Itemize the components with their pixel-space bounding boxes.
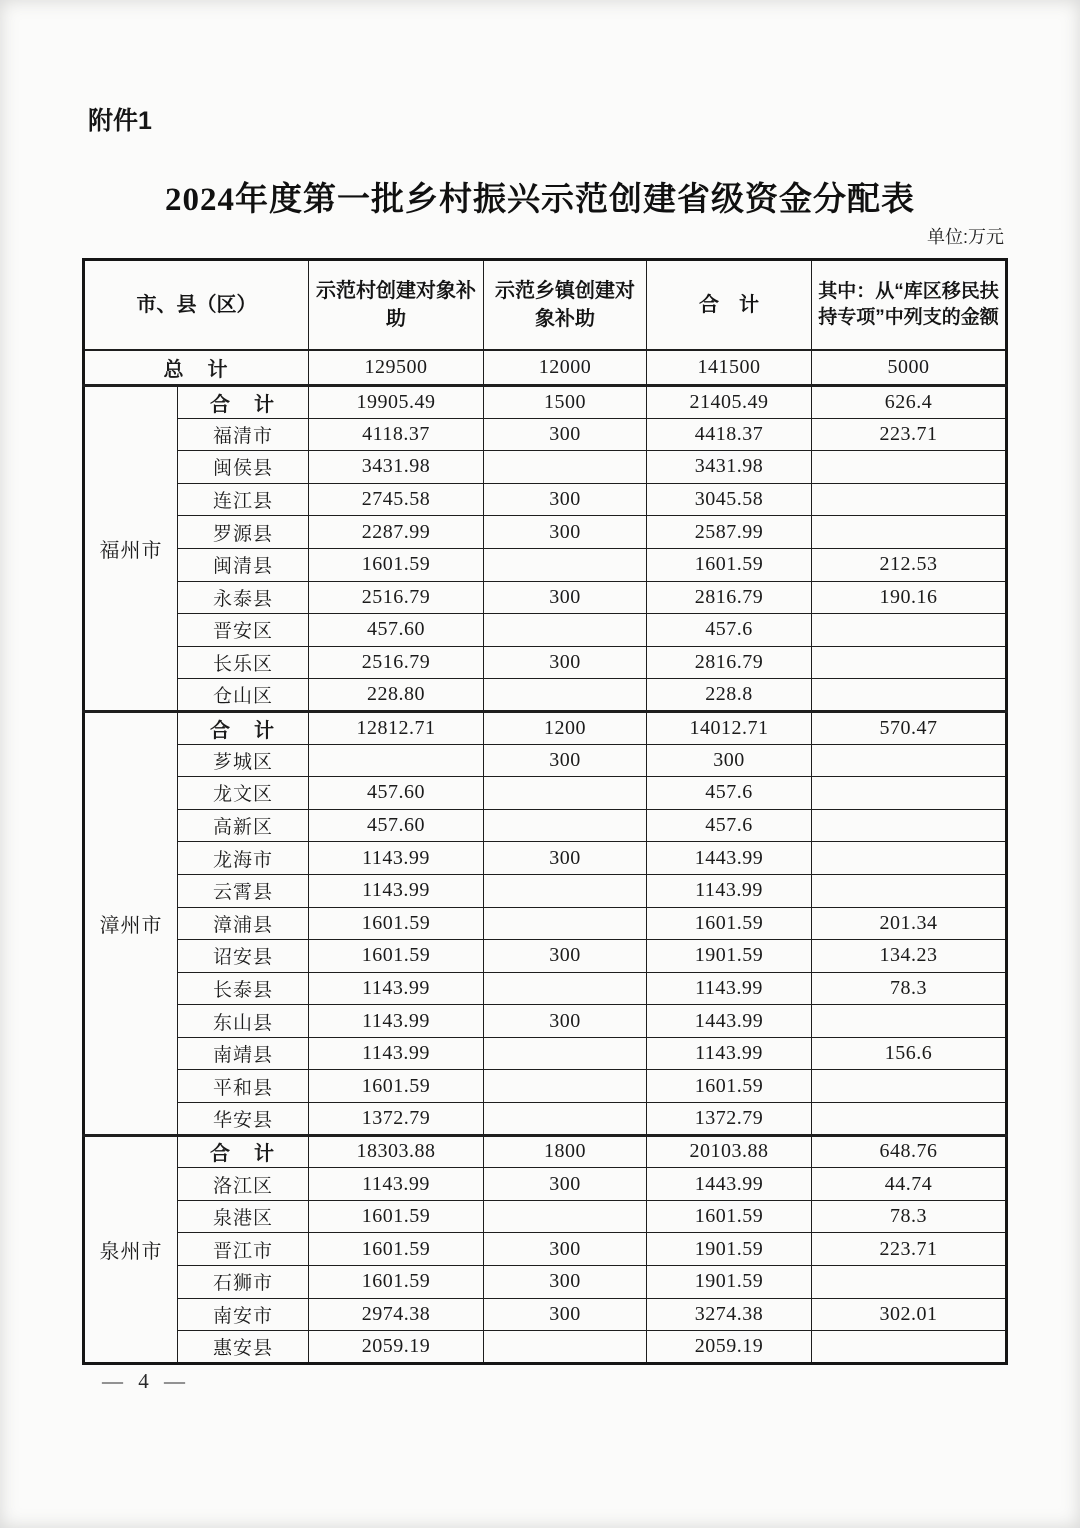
value-cell: 1143.99 [309, 972, 484, 1005]
value-cell: 1143.99 [647, 874, 812, 907]
value-cell [484, 874, 647, 907]
value-cell [812, 679, 1007, 712]
value-cell: 228.80 [309, 679, 484, 712]
value-cell: 4418.37 [647, 418, 812, 451]
value-cell: 1601.59 [309, 1233, 484, 1266]
county-row [84, 1103, 1007, 1136]
value-cell: 2516.79 [309, 581, 484, 614]
subtotal-label: 合 计 [178, 711, 309, 744]
county-label: 泉港区 [178, 1200, 309, 1233]
city-cell: 漳州市 [84, 711, 178, 1135]
value-cell: 300 [484, 744, 647, 777]
value-cell: 300 [484, 516, 647, 549]
value-cell: 457.6 [647, 809, 812, 842]
header-village-subsidy: 示范村创建对象补助 [309, 260, 484, 350]
value-cell: 300 [647, 744, 812, 777]
value-cell: 1143.99 [309, 1005, 484, 1038]
value-cell [812, 646, 1007, 679]
value-cell: 3274.38 [647, 1298, 812, 1331]
value-cell: 1601.59 [309, 940, 484, 973]
value-cell: 201.34 [812, 907, 1007, 940]
county-label: 平和县 [178, 1070, 309, 1103]
county-label: 洛江区 [178, 1168, 309, 1201]
county-label: 诏安县 [178, 940, 309, 973]
value-cell: 1601.59 [647, 1200, 812, 1233]
value-cell: 570.47 [812, 711, 1007, 744]
value-cell: 1601.59 [647, 548, 812, 581]
value-cell [812, 1005, 1007, 1038]
value-cell: 2059.19 [647, 1331, 812, 1364]
value-cell: 300 [484, 418, 647, 451]
value-cell [484, 1103, 647, 1136]
attachment-label: 附件1 [88, 107, 152, 135]
county-label: 高新区 [178, 809, 309, 842]
value-cell: 300 [484, 646, 647, 679]
value-cell: 457.60 [309, 614, 484, 647]
header-township-subsidy: 示范乡镇创建对象补助 [484, 260, 647, 350]
county-row [84, 581, 1007, 614]
grand-total-label: 总 计 [84, 350, 309, 386]
county-row [84, 777, 1007, 810]
county-row [84, 614, 1007, 647]
value-cell: 1443.99 [647, 1005, 812, 1038]
county-row [84, 1168, 1007, 1201]
value-cell: 3431.98 [647, 451, 812, 484]
county-row [84, 1005, 1007, 1038]
value-cell [812, 809, 1007, 842]
county-label: 南安市 [178, 1298, 309, 1331]
county-label: 龙文区 [178, 777, 309, 810]
value-cell: 1443.99 [647, 842, 812, 875]
value-cell [309, 744, 484, 777]
county-label: 漳浦县 [178, 907, 309, 940]
county-label: 晋安区 [178, 614, 309, 647]
value-cell [484, 972, 647, 1005]
county-label: 云霄县 [178, 874, 309, 907]
value-cell: 300 [484, 842, 647, 875]
city-cell: 泉州市 [84, 1135, 178, 1363]
value-cell: 1372.79 [309, 1103, 484, 1136]
grand-total-value: 129500 [309, 350, 484, 386]
county-row [84, 1298, 1007, 1331]
table-body [84, 350, 1007, 1364]
county-label: 闽侯县 [178, 451, 309, 484]
value-cell: 1143.99 [309, 1037, 484, 1070]
value-cell: 2816.79 [647, 646, 812, 679]
value-cell: 78.3 [812, 1200, 1007, 1233]
value-cell: 1601.59 [309, 907, 484, 940]
value-cell: 228.8 [647, 679, 812, 712]
value-cell: 44.74 [812, 1168, 1007, 1201]
value-cell: 2287.99 [309, 516, 484, 549]
value-cell: 300 [484, 581, 647, 614]
value-cell [484, 907, 647, 940]
county-label: 罗源县 [178, 516, 309, 549]
county-row [84, 1200, 1007, 1233]
value-cell: 626.4 [812, 386, 1007, 419]
value-cell [484, 1070, 647, 1103]
county-label: 长乐区 [178, 646, 309, 679]
county-label: 福清市 [178, 418, 309, 451]
county-label: 龙海市 [178, 842, 309, 875]
value-cell: 1500 [484, 386, 647, 419]
county-label: 南靖县 [178, 1037, 309, 1070]
county-row [84, 907, 1007, 940]
value-cell [484, 1200, 647, 1233]
value-cell: 3431.98 [309, 451, 484, 484]
value-cell [484, 777, 647, 810]
value-cell [484, 451, 647, 484]
value-cell: 1200 [484, 711, 647, 744]
value-cell: 1443.99 [647, 1168, 812, 1201]
county-label: 芗城区 [178, 744, 309, 777]
county-label: 石狮市 [178, 1266, 309, 1299]
value-cell: 4118.37 [309, 418, 484, 451]
county-row [84, 679, 1007, 712]
value-cell: 1372.79 [647, 1103, 812, 1136]
value-cell: 1143.99 [647, 1037, 812, 1070]
value-cell: 1143.99 [647, 972, 812, 1005]
grand-total-value: 5000 [812, 350, 1007, 386]
header-row [84, 260, 1007, 350]
value-cell: 300 [484, 1266, 647, 1299]
value-cell: 2816.79 [647, 581, 812, 614]
value-cell [812, 451, 1007, 484]
value-cell [484, 809, 647, 842]
value-cell: 19905.49 [309, 386, 484, 419]
value-cell: 1143.99 [309, 874, 484, 907]
value-cell [812, 1070, 1007, 1103]
city-cell: 福州市 [84, 386, 178, 712]
value-cell: 21405.49 [647, 386, 812, 419]
table-header [84, 260, 1007, 350]
group-subtotal-row [84, 711, 1007, 744]
county-row [84, 646, 1007, 679]
county-row [84, 418, 1007, 451]
value-cell: 1601.59 [309, 1200, 484, 1233]
group-subtotal-row [84, 1135, 1007, 1168]
value-cell: 14012.71 [647, 711, 812, 744]
subtotal-label: 合 计 [178, 386, 309, 419]
allocation-table [82, 258, 1008, 1365]
county-row [84, 1037, 1007, 1070]
county-label: 晋江市 [178, 1233, 309, 1266]
county-row [84, 874, 1007, 907]
value-cell: 1143.99 [309, 842, 484, 875]
value-cell [812, 1103, 1007, 1136]
county-row [84, 1233, 1007, 1266]
value-cell [812, 777, 1007, 810]
county-row [84, 548, 1007, 581]
page-number: — 4 — [102, 1369, 190, 1393]
value-cell: 300 [484, 1233, 647, 1266]
value-cell: 78.3 [812, 972, 1007, 1005]
value-cell: 300 [484, 1168, 647, 1201]
county-row [84, 940, 1007, 973]
group-subtotal-row [84, 386, 1007, 419]
county-row [84, 483, 1007, 516]
county-row [84, 1070, 1007, 1103]
value-cell: 223.71 [812, 418, 1007, 451]
subtotal-label: 合 计 [178, 1135, 309, 1168]
value-cell: 2745.58 [309, 483, 484, 516]
county-label: 连江县 [178, 483, 309, 516]
value-cell: 223.71 [812, 1233, 1007, 1266]
header-total: 合 计 [647, 260, 812, 350]
value-cell: 12812.71 [309, 711, 484, 744]
county-label: 永泰县 [178, 581, 309, 614]
value-cell [484, 548, 647, 581]
value-cell: 1800 [484, 1135, 647, 1168]
county-label: 东山县 [178, 1005, 309, 1038]
value-cell [812, 874, 1007, 907]
county-row [84, 809, 1007, 842]
document-title: 2024年度第一批乡村振兴示范创建省级资金分配表 [165, 182, 915, 219]
allocation-table-container [82, 258, 1008, 1365]
value-cell: 2974.38 [309, 1298, 484, 1331]
county-label: 长泰县 [178, 972, 309, 1005]
value-cell: 1601.59 [309, 1266, 484, 1299]
county-label: 仓山区 [178, 679, 309, 712]
value-cell: 2587.99 [647, 516, 812, 549]
value-cell [812, 744, 1007, 777]
value-cell: 457.6 [647, 777, 812, 810]
value-cell: 300 [484, 940, 647, 973]
grand-total-row [84, 350, 1007, 386]
value-cell: 302.01 [812, 1298, 1007, 1331]
value-cell: 2516.79 [309, 646, 484, 679]
value-cell: 457.6 [647, 614, 812, 647]
value-cell [812, 1331, 1007, 1364]
value-cell: 18303.88 [309, 1135, 484, 1168]
grand-total-value: 12000 [484, 350, 647, 386]
county-row [84, 516, 1007, 549]
unit-label: 单位:万元 [926, 227, 1004, 247]
value-cell [812, 614, 1007, 647]
value-cell [812, 516, 1007, 549]
county-row [84, 451, 1007, 484]
value-cell: 156.6 [812, 1037, 1007, 1070]
value-cell: 20103.88 [647, 1135, 812, 1168]
value-cell [484, 1037, 647, 1070]
value-cell: 1601.59 [309, 1070, 484, 1103]
value-cell [484, 1331, 647, 1364]
county-row [84, 744, 1007, 777]
value-cell: 212.53 [812, 548, 1007, 581]
county-row [84, 1331, 1007, 1364]
value-cell: 3045.58 [647, 483, 812, 516]
value-cell: 300 [484, 1005, 647, 1038]
header-region: 市、县（区） [84, 260, 309, 350]
county-label: 华安县 [178, 1103, 309, 1136]
county-label: 闽清县 [178, 548, 309, 581]
value-cell [812, 1266, 1007, 1299]
value-cell: 457.60 [309, 777, 484, 810]
value-cell: 1901.59 [647, 1266, 812, 1299]
county-row [84, 1266, 1007, 1299]
county-row [84, 972, 1007, 1005]
county-row [84, 842, 1007, 875]
value-cell [484, 679, 647, 712]
value-cell [812, 483, 1007, 516]
value-cell: 300 [484, 1298, 647, 1331]
value-cell: 1601.59 [309, 548, 484, 581]
value-cell [484, 614, 647, 647]
value-cell: 2059.19 [309, 1331, 484, 1364]
value-cell: 134.23 [812, 940, 1007, 973]
county-label: 惠安县 [178, 1331, 309, 1364]
value-cell: 1601.59 [647, 1070, 812, 1103]
grand-total-value: 141500 [647, 350, 812, 386]
value-cell: 457.60 [309, 809, 484, 842]
value-cell: 1901.59 [647, 940, 812, 973]
value-cell: 1143.99 [309, 1168, 484, 1201]
value-cell [812, 842, 1007, 875]
value-cell: 1901.59 [647, 1233, 812, 1266]
value-cell: 648.76 [812, 1135, 1007, 1168]
value-cell: 1601.59 [647, 907, 812, 940]
value-cell: 190.16 [812, 581, 1007, 614]
value-cell: 300 [484, 483, 647, 516]
header-reservoir-special: 其中：从“库区移民扶持专项”中列支的金额 [812, 260, 1007, 350]
